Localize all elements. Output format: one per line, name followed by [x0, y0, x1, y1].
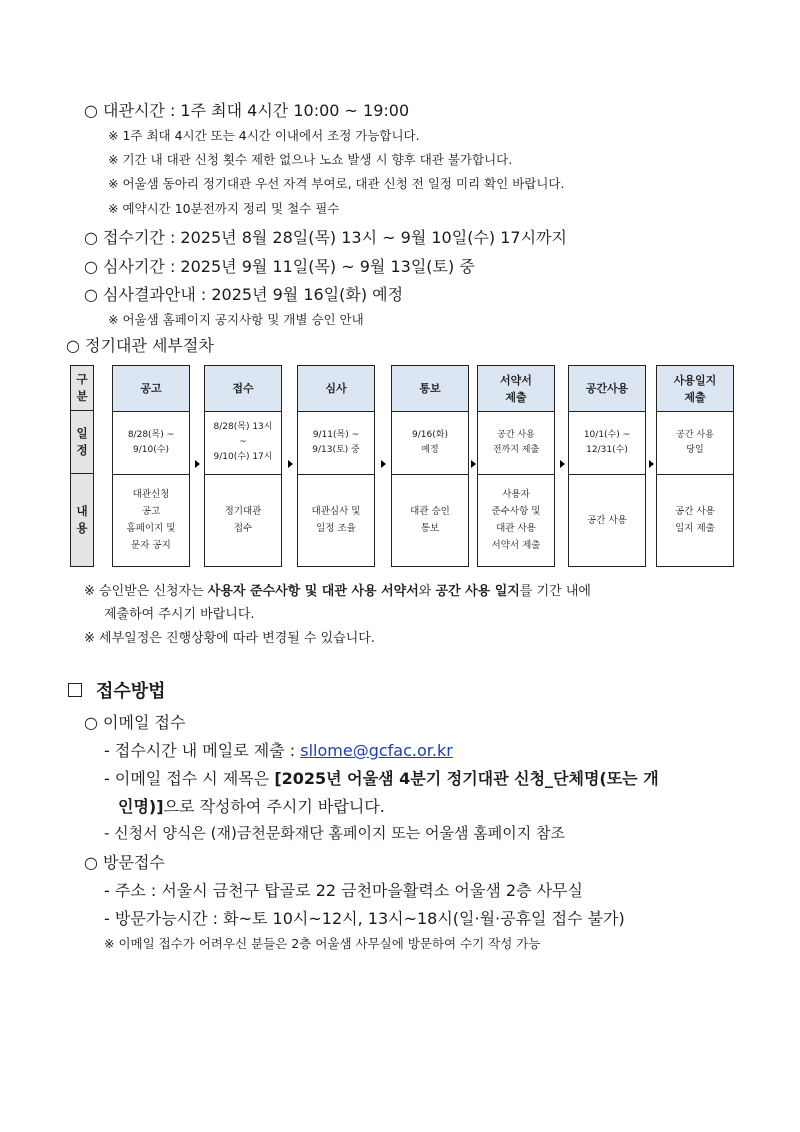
step-schedule-text: 9/11(목) ~ — [312, 429, 360, 440]
step-content-text: 대관신청 — [132, 489, 170, 500]
step-content — [298, 474, 374, 566]
procedure-step — [297, 365, 375, 567]
procedure-note-1-cont: 제출하여 주시기 바랍니다. — [104, 607, 255, 622]
visit-note: ※ 이메일 접수가 어려우신 분들은 2층 어울샘 사무실에 방문하여 수기 작성 가능 — [104, 936, 541, 951]
step-content-text: 문자 공지 — [131, 540, 171, 551]
visit-hours: - 방문가능시간 : 화~토 10시~12시, 13시~18시(일·월·공휴일 접수 불가) — [104, 909, 625, 928]
step-content — [205, 474, 281, 566]
step-content-text: 통보 — [420, 523, 440, 534]
step-schedule-text: 8/28(목) ~ — [127, 429, 175, 440]
step-schedule — [569, 411, 645, 475]
visit-title: ○ 방문접수 — [84, 853, 165, 872]
arrow-right-icon — [195, 460, 200, 468]
procedure-note-2: ※ 세부일정은 진행상황에 따라 변경될 수 있습니다. — [84, 631, 375, 646]
step-content-text: 홈페이지 및 — [126, 523, 176, 534]
step-schedule-text: 9/10(수) 17시 — [213, 452, 273, 462]
procedure-step — [112, 365, 190, 567]
result-notice: ○ 심사결과안내 : 2025년 9월 16일(화) 예정 — [84, 285, 404, 304]
step-head-text: 접수 — [232, 382, 254, 395]
rental-note: ※ 어울샘 동아리 정기대관 우선 자격 부여로, 대관 신청 전 일정 미리 확인 바랍니다. — [108, 176, 565, 191]
result-note: ※ 어울샘 홈페이지 공지사항 및 개별 승인 안내 — [108, 312, 364, 327]
step-content-text: 대관 승인 — [410, 506, 450, 517]
rental-time: ○ 대관시간 : 1주 최대 4시간 10:00 ~ 19:00 — [84, 101, 410, 120]
email-line-3: 인명)]으로 작성하여 주시기 바랍니다. — [118, 797, 385, 816]
step-schedule-text: 예정 — [421, 444, 439, 455]
step-schedule-text: 9/16(화) — [412, 429, 448, 440]
step-head-text: 사용일지 — [673, 373, 717, 387]
procedure-step — [477, 365, 555, 567]
email-link[interactable]: sllome@gcfac.or.kr — [300, 741, 453, 760]
row-header-category: 구 분 — [70, 365, 94, 411]
step-schedule — [392, 411, 468, 475]
step-head-text: 제출 — [684, 390, 706, 404]
step-content-text: 서약서 제출 — [491, 540, 541, 551]
email-line-1: - 접수시간 내 메일로 제출 : sllome@gcfac.or.kr — [104, 741, 453, 760]
step-schedule-text: 공간 사용 — [497, 429, 535, 440]
step-head — [392, 366, 468, 412]
row-header-schedule: 일 정 — [70, 410, 94, 474]
procedure-step — [204, 365, 282, 567]
step-content — [569, 474, 645, 566]
step-schedule-text: 8/28(목) 13시 — [213, 422, 273, 432]
step-schedule — [478, 411, 554, 475]
step-head — [113, 366, 189, 412]
procedure-step — [391, 365, 469, 567]
step-content — [392, 474, 468, 566]
step-content-text: 공간 사용 — [587, 514, 627, 526]
arrow-right-icon — [560, 460, 565, 468]
step-head — [205, 366, 281, 412]
checkbox-icon — [68, 683, 82, 697]
step-head-text: 통보 — [419, 382, 441, 395]
email-title: ○ 이메일 접수 — [84, 713, 186, 732]
step-schedule-text: 당일 — [686, 444, 704, 455]
step-head — [657, 366, 733, 412]
step-content-text: 공간 사용 — [675, 506, 715, 517]
step-schedule-text: 9/10(수) — [133, 444, 169, 455]
procedure-step — [656, 365, 734, 567]
step-schedule — [298, 411, 374, 475]
step-schedule — [657, 411, 733, 475]
procedure-note-1: ※ 승인받은 신청자는 사용자 준수사항 및 대관 사용 서약서와 공간 사용 일지를 기간 내에 — [84, 584, 591, 599]
reception-period: ○ 접수기간 : 2025년 8월 28일(목) 13시 ~ 9월 10일(수) 17시까지 — [84, 228, 567, 247]
step-head-text: 서약서 — [500, 373, 532, 387]
step-content-text: 대관심사 및 — [311, 506, 361, 517]
step-schedule-text: 12/31(수) — [586, 444, 628, 455]
email-line-4: - 신청서 양식은 (재)금천문화재단 홈페이지 또는 어울샘 홈페이지 참조 — [104, 824, 565, 842]
step-head — [298, 366, 374, 412]
visit-address: - 주소 : 서울시 금천구 탑골로 22 금천마을활력소 어울샘 2층 사무실 — [104, 881, 583, 900]
step-head-text: 공간사용 — [585, 382, 629, 395]
step-schedule-text: 전까지 제출 — [492, 444, 540, 455]
rental-note: ※ 기간 내 대관 신청 횟수 제한 없으나 노쇼 발생 시 향후 대관 불가합니다. — [108, 152, 513, 167]
step-schedule-text: 9/13(토) 중 — [312, 444, 360, 455]
rental-note: ※ 예약시간 10분전까지 정리 및 철수 필수 — [108, 201, 340, 216]
step-content — [478, 474, 554, 566]
step-content-text: 준수사항 및 — [491, 506, 541, 517]
arrow-right-icon — [288, 460, 293, 468]
step-head — [569, 366, 645, 412]
step-schedule — [113, 411, 189, 475]
step-schedule-text: 공간 사용 — [676, 429, 714, 440]
step-head-text: 제출 — [505, 390, 527, 404]
email-line-2: - 이메일 접수 시 제목은 [2025년 어울샘 4분기 정기대관 신청_단체명(또는 개 — [104, 769, 659, 788]
step-content — [657, 474, 733, 566]
step-content-text: 일지 제출 — [675, 523, 715, 534]
procedure-title: ○ 정기대관 세부절차 — [66, 336, 214, 355]
procedure-table — [70, 365, 736, 567]
step-content-text: 대관 사용 — [496, 523, 536, 534]
arrow-right-icon — [381, 460, 386, 468]
step-content-text: 일정 조율 — [316, 523, 356, 534]
procedure-step — [568, 365, 646, 567]
step-schedule-text: ~ — [239, 437, 247, 447]
step-content-text: 사용자 — [502, 489, 530, 500]
review-period: ○ 심사기간 : 2025년 9월 11일(목) ~ 9월 13일(토) 중 — [84, 257, 475, 276]
step-schedule — [205, 411, 281, 475]
row-header-content: 내 용 — [70, 473, 94, 567]
step-content-text: 공고 — [141, 506, 161, 517]
arrow-right-icon — [471, 460, 476, 468]
step-schedule-text: 10/1(수) ~ — [583, 429, 631, 440]
step-content — [113, 474, 189, 566]
step-head-text: 심사 — [325, 382, 347, 395]
step-head — [478, 366, 554, 412]
step-head-text: 공고 — [140, 382, 162, 395]
rental-note: ※ 1주 최대 4시간 또는 4시간 이내에서 조정 가능합니다. — [108, 128, 420, 143]
step-content-text: 접수 — [233, 523, 253, 534]
section-heading: 접수방법 — [96, 681, 166, 702]
step-content-text: 정기대관 — [224, 506, 262, 517]
arrow-right-icon — [649, 460, 654, 468]
